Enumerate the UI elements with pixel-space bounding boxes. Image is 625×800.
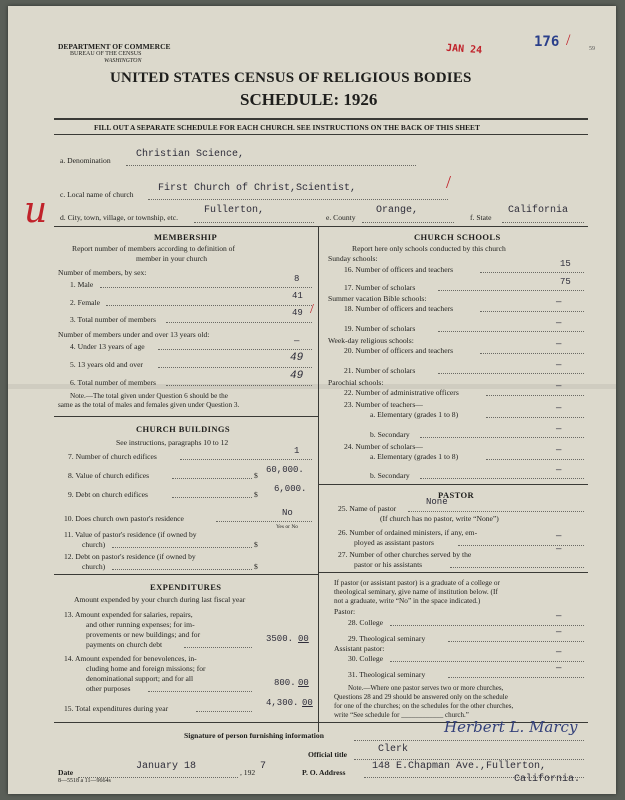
q13-label-a: 13. Amount expended for salaries, repairs, bbox=[64, 610, 193, 619]
red-check-mark: / bbox=[566, 32, 571, 49]
sunday-label: Sunday schools: bbox=[328, 254, 378, 263]
q17-label: 17. Number of scholars bbox=[344, 283, 416, 292]
q13-label-c: provements or new buildings; and for bbox=[86, 630, 201, 639]
q1-line bbox=[100, 287, 312, 288]
membership-sub2: member in your church bbox=[136, 254, 208, 263]
q7-line bbox=[180, 459, 312, 460]
date-value[interactable]: January 18 bbox=[136, 761, 197, 772]
q2-line bbox=[106, 305, 312, 306]
state-label: f. State bbox=[470, 213, 492, 222]
corner-mark: 59 bbox=[589, 46, 595, 52]
q21-value[interactable]: — bbox=[556, 360, 562, 370]
q24a-value[interactable]: — bbox=[556, 445, 562, 455]
serial-number-stamp: 176 bbox=[534, 34, 560, 50]
q8-label: 8. Value of church edifices bbox=[68, 471, 150, 480]
q19-label: 19. Number of scholars bbox=[344, 324, 416, 333]
buildings-end-rule bbox=[54, 574, 318, 575]
q6-label: 6. Total number of members bbox=[70, 378, 157, 387]
q3-value[interactable]: 49 bbox=[292, 308, 303, 318]
q30-value[interactable]: — bbox=[556, 647, 562, 657]
q22-line bbox=[486, 395, 584, 396]
schedule-title: SCHEDULE: 1926 bbox=[240, 90, 378, 109]
q19-value[interactable]: — bbox=[556, 318, 562, 328]
local-name-label: c. Local name of church bbox=[60, 190, 134, 199]
county-line bbox=[362, 222, 454, 223]
q8-line bbox=[172, 478, 252, 479]
membership-sub1: Report number of members according to definition of bbox=[72, 244, 236, 253]
signature[interactable]: Herbert L. Marcy bbox=[444, 718, 578, 736]
q14-line bbox=[148, 691, 252, 692]
q26-value[interactable]: — bbox=[556, 531, 562, 541]
summer-label: Summer vacation Bible schools: bbox=[328, 294, 427, 303]
department-label: DEPARTMENT OF COMMERCE bbox=[58, 42, 171, 51]
received-date-stamp: JAN 24 bbox=[445, 42, 483, 57]
q1-value[interactable]: 8 bbox=[294, 274, 300, 284]
q6-value[interactable]: 49 bbox=[290, 370, 304, 382]
assistant-label: Assistant pastor: bbox=[334, 644, 385, 653]
q25-label: 25. Name of pastor bbox=[338, 504, 397, 513]
q16-value[interactable]: 15 bbox=[560, 259, 571, 269]
q26-label-b: ployed as assistant pastors bbox=[354, 538, 434, 547]
buildings-sub: See instructions, paragraphs 10 to 12 bbox=[116, 438, 229, 447]
q29-line bbox=[448, 641, 584, 642]
q25-note: (If church has no pastor, write “None”) bbox=[380, 514, 499, 523]
yes-no-caption: Yes or No bbox=[276, 524, 299, 530]
q27-line bbox=[450, 567, 584, 568]
q20-value[interactable]: — bbox=[556, 339, 562, 349]
q11-label-a: 11. Value of pastor's residence (if owned by bbox=[64, 530, 197, 539]
q15-value[interactable]: 4,300. bbox=[266, 698, 299, 708]
q3-line bbox=[166, 322, 312, 323]
q24-label: 24. Number of scholars— bbox=[344, 442, 423, 451]
q14-label-b: cluding home and foreign missions; for bbox=[86, 664, 206, 673]
q15-label: 15. Total expenditures during year bbox=[64, 704, 169, 713]
schools-title: CHURCH SCHOOLS bbox=[414, 232, 501, 242]
q14-value[interactable]: 800. bbox=[274, 678, 296, 688]
parochial-label: Parochial schools: bbox=[328, 378, 384, 387]
q4-value[interactable]: — bbox=[294, 336, 300, 346]
expenditures-sub: Amount expended by your church during last fiscal year bbox=[74, 595, 246, 604]
denomination-line bbox=[126, 165, 416, 166]
form-title: UNITED STATES CENSUS OF RELIGIOUS BODIES bbox=[110, 70, 472, 86]
q9-line bbox=[172, 497, 252, 498]
q23b-value[interactable]: — bbox=[556, 424, 562, 434]
weekday-label: Week-day religious schools: bbox=[328, 336, 414, 345]
q9-label: 9. Debt on church edifices bbox=[68, 490, 148, 499]
city-field-label: d. City, town, village, or township, etc. bbox=[60, 213, 179, 222]
instruction-line: FILL OUT A SEPARATE SCHEDULE FOR EACH CHURCH. SEE INSTRUCTIONS ON THE BACK OF THIS SHEET bbox=[94, 123, 480, 132]
schools-sub: Report here only schools conducted by this church bbox=[352, 244, 506, 253]
q25-value[interactable]: None bbox=[426, 497, 448, 507]
graduate-text-1: If pastor (or assistant pastor) is a graduate of a college or bbox=[334, 578, 500, 587]
pastor-note-3: for one of the churches; on the schedules for the other churches, bbox=[334, 702, 514, 710]
pastor-label: Pastor: bbox=[334, 607, 356, 616]
q24b-label: b. Secondary bbox=[370, 471, 410, 480]
pastor-title: PASTOR bbox=[438, 490, 475, 500]
date-label: Date bbox=[58, 768, 74, 777]
q12-label-a: 12. Debt on pastor's residence (if owned by bbox=[64, 552, 196, 561]
local-name-value[interactable]: First Church of Christ,Scientist, bbox=[158, 183, 357, 194]
q20-label: 20. Number of officers and teachers bbox=[344, 346, 454, 355]
q18-value[interactable]: — bbox=[556, 297, 562, 307]
city-label: WASHINGTON bbox=[104, 58, 142, 64]
buildings-title: CHURCH BUILDINGS bbox=[136, 424, 231, 434]
margin-mark: u bbox=[24, 190, 48, 231]
q23b-line bbox=[420, 437, 584, 438]
q4-label: 4. Under 13 years of age bbox=[70, 342, 145, 351]
q23-label: 23. Number of teachers— bbox=[344, 400, 423, 409]
q28-line bbox=[390, 625, 584, 626]
q27-value[interactable]: — bbox=[556, 544, 562, 554]
q12-line bbox=[112, 569, 252, 570]
q17-value[interactable]: 75 bbox=[560, 277, 571, 287]
column-divider bbox=[318, 226, 319, 732]
q24b-value[interactable]: — bbox=[556, 465, 562, 475]
q18-label: 18. Number of officers and teachers bbox=[344, 304, 454, 313]
pastor-note-4: write “See schedule for ____________ church.” bbox=[334, 711, 469, 719]
q13-value[interactable]: 3500. bbox=[266, 634, 294, 644]
q27-label-b: pastor or his assistants bbox=[354, 560, 423, 569]
q12-label-b: church) bbox=[82, 562, 106, 571]
q13-line bbox=[184, 647, 252, 648]
header-rule bbox=[54, 118, 588, 120]
q29-label: 29. Theological seminary bbox=[348, 634, 426, 643]
q12-dollar: $ bbox=[254, 562, 258, 571]
denomination-value[interactable]: Christian Science, bbox=[136, 149, 245, 160]
instruction-rule bbox=[54, 134, 588, 135]
q31-label: 31. Theological seminary bbox=[348, 670, 426, 679]
q23a-label: a. Elementary (grades 1 to 8) bbox=[370, 410, 459, 419]
official-title-value[interactable]: Clerk bbox=[378, 744, 409, 755]
q18-line bbox=[480, 311, 584, 312]
membership-note2: same as the total of males and females given under Question 3. bbox=[58, 401, 240, 409]
q23b-label: b. Secondary bbox=[370, 430, 410, 439]
year-value[interactable]: 7 bbox=[260, 761, 267, 772]
q11-dollar: $ bbox=[254, 540, 258, 549]
q19-line bbox=[438, 331, 584, 332]
q22-label: 22. Number of administrative officers bbox=[344, 388, 459, 397]
q22-value[interactable]: — bbox=[556, 381, 562, 391]
q15-cents: 00 bbox=[302, 698, 313, 708]
q3-label: 3. Total number of members bbox=[70, 315, 157, 324]
red-check-mark-name: / bbox=[446, 172, 452, 192]
local-name-line bbox=[148, 199, 448, 200]
county-value[interactable]: Orange, bbox=[376, 205, 419, 216]
city-line bbox=[194, 222, 314, 223]
q31-line bbox=[448, 677, 584, 678]
q11-line bbox=[112, 547, 252, 548]
q20-line bbox=[480, 353, 584, 354]
year-prefix: , 192 bbox=[240, 768, 256, 777]
city-value[interactable]: Fullerton, bbox=[204, 205, 265, 216]
q5-line bbox=[158, 367, 312, 368]
q5-label: 5. 13 years old and over bbox=[70, 360, 143, 369]
section-rule bbox=[54, 226, 588, 227]
graduate-text-2: theological seminary, give name of institution below. (If bbox=[334, 587, 498, 596]
q29-value[interactable]: — bbox=[556, 627, 562, 637]
membership-note1: Note.—The total given under Question 6 should be the bbox=[70, 392, 228, 400]
q31-value[interactable]: — bbox=[556, 663, 562, 673]
q13-label-d: payments on church debt bbox=[86, 640, 163, 649]
q13-label-b: and other running expenses; for im- bbox=[86, 620, 195, 629]
signature-label: Signature of person furnishing information bbox=[184, 731, 324, 740]
census-schedule-sheet bbox=[8, 6, 616, 794]
po-address-label: P. O. Address bbox=[302, 768, 346, 777]
print-code: 8—5518 a 11—9664s bbox=[58, 778, 111, 784]
q16-line bbox=[480, 272, 584, 273]
q10-label: 10. Does church own pastor's residence bbox=[64, 514, 184, 523]
bureau-label: BUREAU OF THE CENSUS bbox=[70, 51, 142, 57]
state-value[interactable]: California bbox=[508, 205, 569, 216]
by-sex-label: Number of members, by sex: bbox=[58, 268, 147, 277]
q10-line bbox=[216, 521, 312, 522]
state-line bbox=[502, 222, 584, 223]
q23a-value[interactable]: — bbox=[556, 403, 562, 413]
po-address-value-2[interactable]: California. bbox=[514, 774, 581, 785]
q7-value[interactable]: 1 bbox=[294, 446, 300, 456]
q13-cents: 00 bbox=[298, 634, 309, 644]
q28-value[interactable]: — bbox=[556, 611, 562, 621]
q25-line bbox=[408, 511, 584, 512]
q7-label: 7. Number of church edifices bbox=[68, 452, 157, 461]
expenditures-title: EXPENDITURES bbox=[150, 582, 222, 592]
membership-title: MEMBERSHIP bbox=[154, 232, 218, 242]
q2-label: 2. Female bbox=[70, 298, 100, 307]
q24a-label: a. Elementary (grades 1 to 8) bbox=[370, 452, 459, 461]
q8-value[interactable]: 60,000. bbox=[266, 465, 304, 475]
q9-value[interactable]: 6,000. bbox=[274, 484, 307, 494]
membership-end-rule bbox=[54, 416, 318, 417]
q3-check-mark: / bbox=[310, 302, 314, 317]
q1-label: 1. Male bbox=[70, 280, 94, 289]
official-title-label: Official title bbox=[308, 750, 348, 759]
q24a-line bbox=[486, 459, 584, 460]
schools-end-rule bbox=[318, 484, 588, 485]
pastor-note-1: Note.—Where one pastor serves two or more churches, bbox=[348, 684, 504, 692]
q21-line bbox=[438, 373, 584, 374]
q14-cents: 00 bbox=[298, 678, 309, 688]
q21-label: 21. Number of scholars bbox=[344, 366, 416, 375]
q15-line bbox=[196, 711, 252, 712]
q14-label-c: denominational support; and for all bbox=[86, 674, 194, 683]
q8-dollar: $ bbox=[254, 471, 258, 480]
graduate-text-3: not a graduate, write “No” in the space indicated.) bbox=[334, 596, 481, 605]
q5-value[interactable]: 49 bbox=[290, 352, 304, 364]
q27-label-a: 27. Number of other churches served by the bbox=[338, 550, 472, 559]
q23a-line bbox=[486, 417, 584, 418]
q2-value[interactable]: 41 bbox=[292, 291, 303, 301]
county-label: e. County bbox=[326, 213, 356, 222]
q17-line bbox=[438, 290, 584, 291]
po-address-value-1[interactable]: 148 E.Chapman Ave.,Fullerton, bbox=[372, 761, 547, 772]
q4-line bbox=[158, 349, 312, 350]
q16-label: 16. Number of officers and teachers bbox=[344, 265, 454, 274]
q6-line bbox=[166, 385, 312, 386]
q14-label-d: other purposes bbox=[86, 684, 131, 693]
q11-label-b: church) bbox=[82, 540, 106, 549]
q26-label-a: 26. Number of ordained ministers, if any, em- bbox=[338, 528, 478, 537]
signature-line bbox=[354, 740, 584, 741]
q14-label-a: 14. Amount expended for benevolences, in- bbox=[64, 654, 197, 663]
q9-dollar: $ bbox=[254, 490, 258, 499]
q26-line bbox=[458, 545, 584, 546]
q24b-line bbox=[420, 478, 584, 479]
denomination-label: a. Denomination bbox=[60, 156, 111, 165]
q28-label: 28. College bbox=[348, 618, 384, 627]
official-title-line bbox=[354, 759, 584, 760]
q30-line bbox=[390, 661, 584, 662]
q30-label: 30. College bbox=[348, 654, 384, 663]
pastor-note-2: Questions 28 and 29 should be answered only on the schedule bbox=[334, 693, 508, 701]
under-over-label: Number of members under and over 13 years old: bbox=[58, 330, 210, 339]
pastor-mid-rule bbox=[318, 572, 588, 573]
q10-value[interactable]: No bbox=[282, 508, 293, 518]
